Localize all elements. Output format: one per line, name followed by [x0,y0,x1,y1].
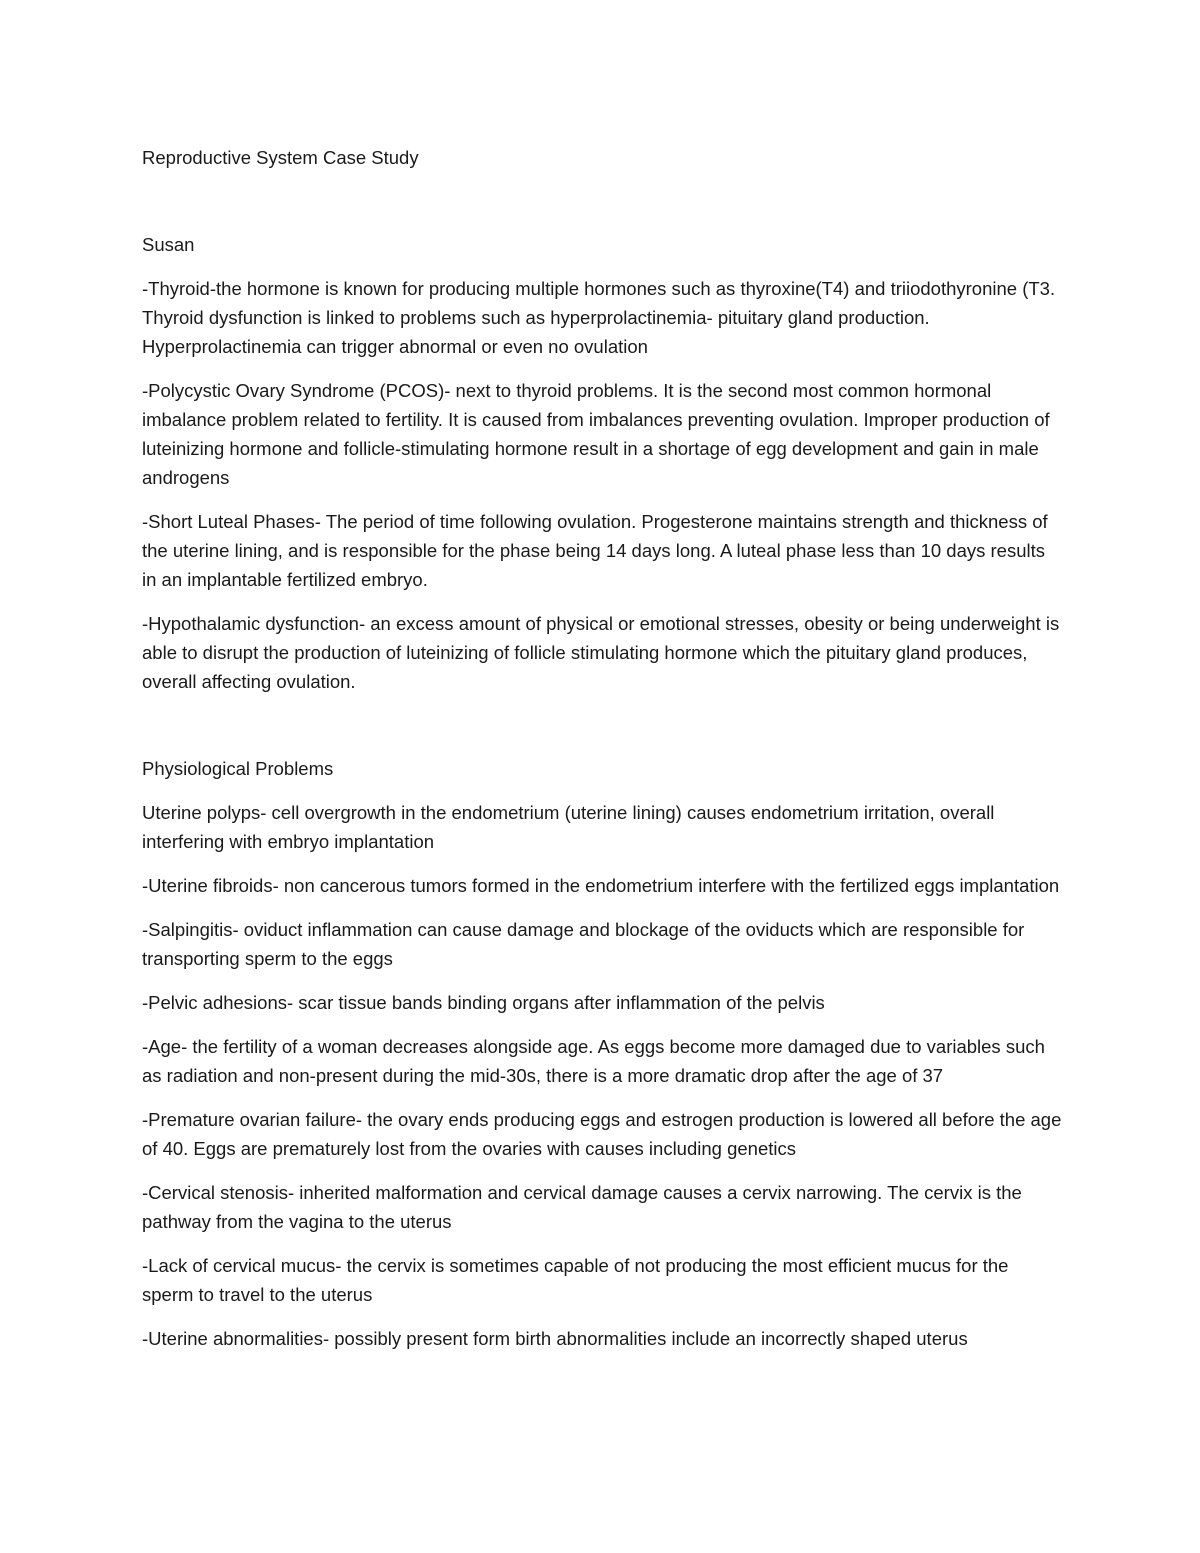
document-title: Reproductive System Case Study [142,147,419,168]
paragraph-hypothalamic-dysfunction: -Hypothalamic dysfunction- an excess amount of physical or emotional stresses, obesity or being underweight is able to disrupt the production of luteinizing of follicle stimulating hormone which the pituitary gland produces, overall affecting ovulation. [142,613,1060,692]
paragraph-cervical-stenosis: -Cervical stenosis- inherited malformation and cervical damage causes a cervix narrowing. The cervix is the pathway from the vagina to the uterus [142,1182,1022,1232]
case-subject-name: Susan [142,234,195,255]
paragraph-uterine-polyps: Uterine polyps- cell overgrowth in the endometrium (uterine lining) causes endometrium irritation, overall interfering with embryo implantation [142,802,995,852]
paragraph-premature-ovarian-failure: -Premature ovarian failure- the ovary ends producing eggs and estrogen production is lowered all before the age of 40. Eggs are prematurely lost from the ovaries with causes including genetics [142,1109,1062,1159]
paragraph-salpingitis: -Salpingitis- oviduct inflammation can cause damage and blockage of the oviducts which are responsible for transporting sperm to the eggs [142,919,1025,969]
paragraph-uterine-abnormalities: -Uterine abnormalities- possibly present form birth abnormalities include an incorrectly shaped uterus [142,1328,968,1349]
paragraph-age: -Age- the fertility of a woman decreases alongside age. As eggs become more damaged due to variables such as radiation and non-present during the mid-30s, there is a more dramatic drop after the age of 37 [142,1036,1045,1086]
paragraph-short-luteal-phases: -Short Luteal Phases- The period of time following ovulation. Progesterone maintains strength and thickness of the uterine lining, and is responsible for the phase being 14 days long. A luteal phase less than 10 days results in an implantable fertilized embryo. [142,511,1048,590]
paragraph-lack-of-cervical-mucus: -Lack of cervical mucus- the cervix is sometimes capable of not producing the most efficient mucus for the sperm to travel to the uterus [142,1255,1009,1305]
paragraph-thyroid: -Thyroid-the hormone is known for producing multiple hormones such as thyroxine(T4) and triiodothyronine (T3. Thyroid dysfunction is linked to problems such as hyperprolactinemia- pituitary gland production. Hyperprolactinemia can trigger abnormal or even no ovulation [142,278,1056,357]
physiological-problems-heading: Physiological Problems [142,758,334,779]
paragraph-uterine-fibroids: -Uterine fibroids- non cancerous tumors formed in the endometrium interfere with the fertilized eggs implantation [142,875,1060,896]
paragraph-pcos: -Polycystic Ovary Syndrome (PCOS)- next to thyroid problems. It is the second most common hormonal imbalance problem related to fertility. It is caused from imbalances preventing ovulation. Improper production of luteinizing hormone and follicle-stimulating hormone result in a shortage of egg development and gain in male androgens [142,380,1050,488]
document-body [142,143,1062,1353]
paragraph-pelvic-adhesions: -Pelvic adhesions- scar tissue bands binding organs after inflammation of the pelvis [142,992,825,1013]
